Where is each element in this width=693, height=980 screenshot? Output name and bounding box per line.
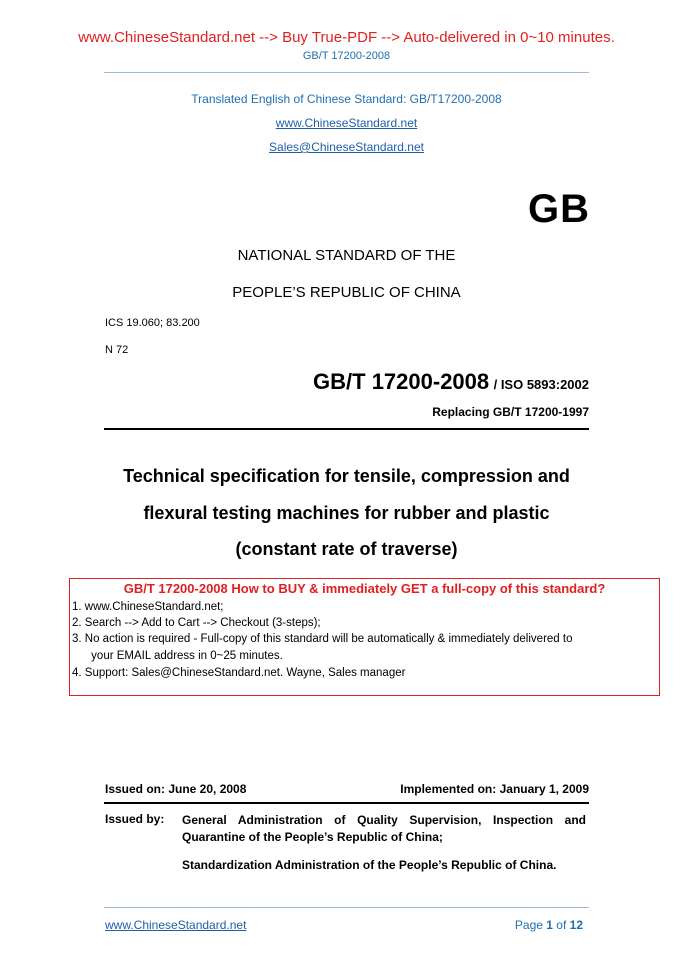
footer-website-link[interactable]: www.ChineseStandard.net [105,918,247,932]
ics-code: ICS 19.060; 83.200 [105,317,200,329]
page-current: 1 [546,918,553,932]
gb-mark: GB [528,187,590,231]
issuer-1: General Administration of Quality Supervision, Inspection and Quarantine of the People’s Republic of China; [182,813,586,844]
cover-divider [104,428,589,430]
translated-line: Translated English of Chinese Standard: GB/T17200-2008 [191,92,502,106]
title-line-3: (constant rate of traverse) [235,539,458,559]
purchase-info-title: GB/T 17200-2008 How to BUY & immediately GET a full-copy of this standard? [123,581,606,596]
purchase-step-2: 2. Search --> Add to Cart --> Checkout (3-steps); [72,617,321,629]
replacing-code: Replacing GB/T 17200-1997 [432,405,589,419]
header-standard-code: GB/T 17200-2008 [302,50,391,62]
footer-divider [104,907,589,908]
national-line-2: PEOPLE’S REPUBLIC OF CHINA [232,284,461,301]
email-link-container [0,140,693,154]
title-line-1: Technical specification for tensile, compression and [123,466,570,486]
ccs-code: N 72 [105,344,129,356]
title-line-2: flexural testing machines for rubber and plastic [143,503,550,523]
purchase-step-4: 4. Support: Sales@ChineseStandard.net. Wayne, Sales manager [72,667,406,679]
purchase-step-3-continued: your EMAIL address in 0~25 minutes. [72,650,283,662]
iso-code: / ISO 5893:2002 [493,377,589,392]
website-link[interactable]: www.ChineseStandard.net [275,116,418,130]
page-prefix: Page [514,918,547,932]
implemented-on: Implemented on: January 1, 2009 [400,782,589,796]
page-total: 12 [569,918,583,932]
header-divider [104,72,589,73]
page-sep: of [552,918,570,932]
purchase-step-1: 1. www.ChineseStandard.net; [72,601,224,613]
website-link-container [0,116,693,130]
footer-website-container [105,918,246,932]
purchase-step-3: 3. No action is required - Full-copy of this standard will be automatically & immediately delivered to [72,633,573,645]
email-link[interactable]: Sales@ChineseStandard.net [269,140,424,154]
page-indicator [515,918,583,932]
issuer-2: Standardization Administration of the People’s Republic of China. [182,858,557,872]
top-banner: www.ChineseStandard.net --> Buy True-PDF --> Auto-delivered in 0~10 minutes. [78,29,615,46]
national-line-1: NATIONAL STANDARD OF THE [237,247,456,264]
purchase-info-box [69,578,660,696]
issue-divider [104,802,589,804]
issued-on: Issued on: June 20, 2008 [105,782,247,796]
issued-by-label: Issued by: [105,812,165,826]
standard-code-line [313,369,589,395]
standard-code: GB/T 17200-2008 [313,369,490,394]
